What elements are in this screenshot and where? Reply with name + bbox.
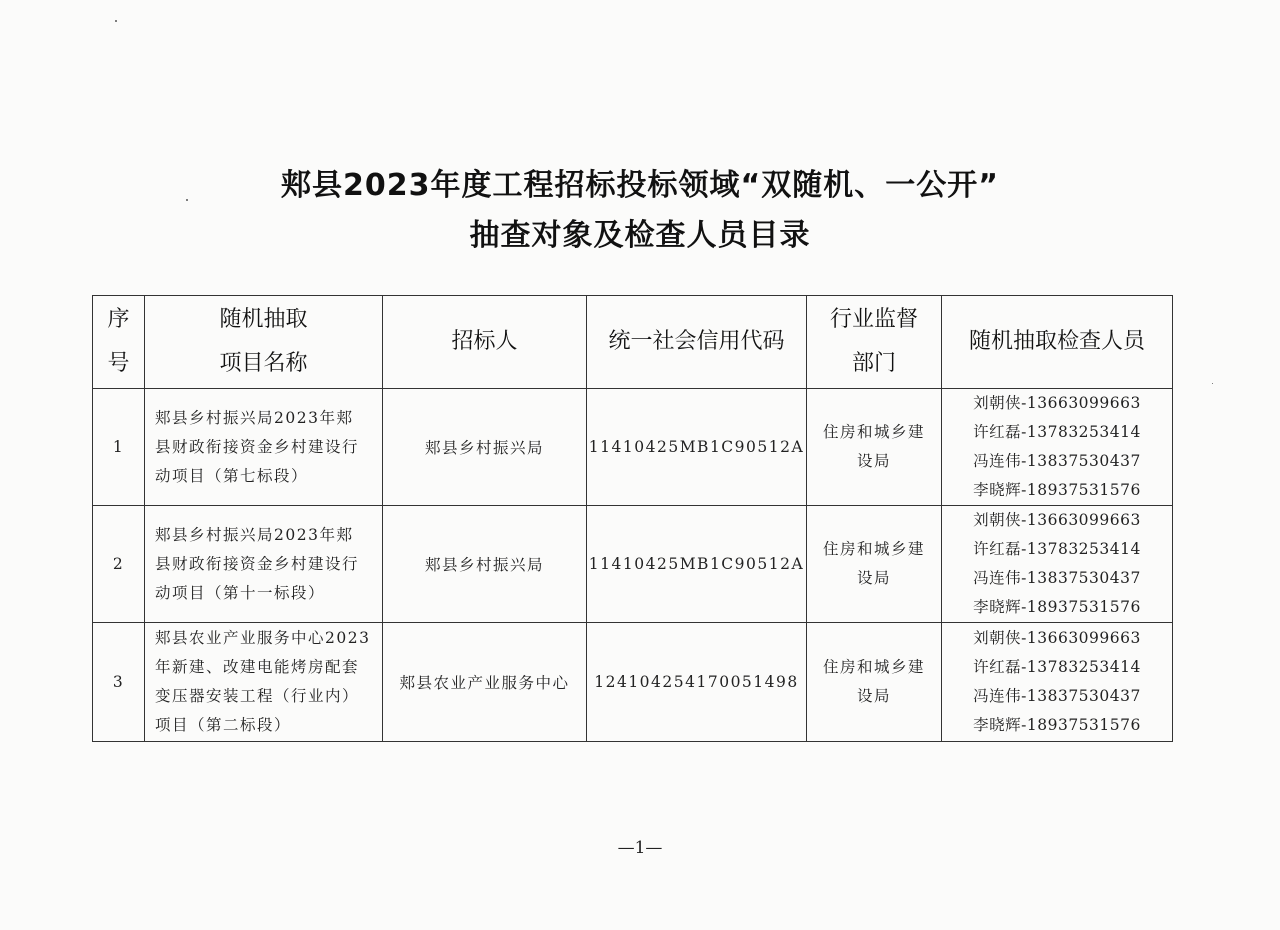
header-dept: 行业监督 部门 — [807, 296, 942, 389]
header-no: 序 号 — [93, 296, 145, 389]
page-number: —1— — [617, 838, 663, 858]
cell-no: 2 — [93, 506, 145, 623]
table-row — [93, 623, 1173, 742]
cell-credit-code: 124104254170051498 — [587, 623, 807, 742]
table-row — [93, 389, 1173, 506]
cell-tenderer: 郏县农业产业服务中心 — [383, 623, 587, 742]
cell-inspectors: 刘朝侠-13663099663 许红磊-13783253414 冯连伟-13837530437 李晓辉-18937531576 — [942, 389, 1173, 506]
header-tenderer: 招标人 — [383, 296, 587, 389]
cell-project: 郏县农业产业服务中心2023 年新建、改建电能烤房配套 变压器安装工程（行业内） 项目（第二标段） — [145, 623, 383, 742]
table-row — [93, 506, 1173, 623]
cell-credit-code: 11410425MB1C90512A — [587, 506, 807, 623]
cell-no: 3 — [93, 623, 145, 742]
cell-dept: 住房和城乡建 设局 — [807, 389, 942, 506]
header-project: 随机抽取 项目名称 — [145, 296, 383, 389]
cell-inspectors: 刘朝侠-13663099663 许红磊-13783253414 冯连伟-13837530437 李晓辉-18937531576 — [942, 623, 1173, 742]
cell-tenderer: 郏县乡村振兴局 — [383, 389, 587, 506]
cell-project: 郏县乡村振兴局2023年郏 县财政衔接资金乡村建设行 动项目（第十一标段） — [145, 506, 383, 623]
inspection-table — [92, 295, 1173, 742]
header-credit-code: 统一社会信用代码 — [587, 296, 807, 389]
cell-credit-code: 11410425MB1C90512A — [587, 389, 807, 506]
cell-inspectors: 刘朝侠-13663099663 许红磊-13783253414 冯连伟-13837530437 李晓辉-18937531576 — [942, 506, 1173, 623]
scan-speck — [1212, 383, 1213, 384]
document-title-line2: 抽查对象及检查人员目录 — [469, 218, 811, 253]
document-title-line1: 郏县2023年度工程招标投标领域“双随机、一公开” — [281, 168, 999, 203]
cell-no: 1 — [93, 389, 145, 506]
cell-dept: 住房和城乡建 设局 — [807, 623, 942, 742]
table-header-row — [93, 296, 1173, 389]
cell-dept: 住房和城乡建 设局 — [807, 506, 942, 623]
cell-tenderer: 郏县乡村振兴局 — [383, 506, 587, 623]
header-inspectors: 随机抽取检查人员 — [942, 296, 1173, 389]
cell-project: 郏县乡村振兴局2023年郏 县财政衔接资金乡村建设行 动项目（第七标段） — [145, 389, 383, 506]
scan-speck — [115, 20, 117, 22]
